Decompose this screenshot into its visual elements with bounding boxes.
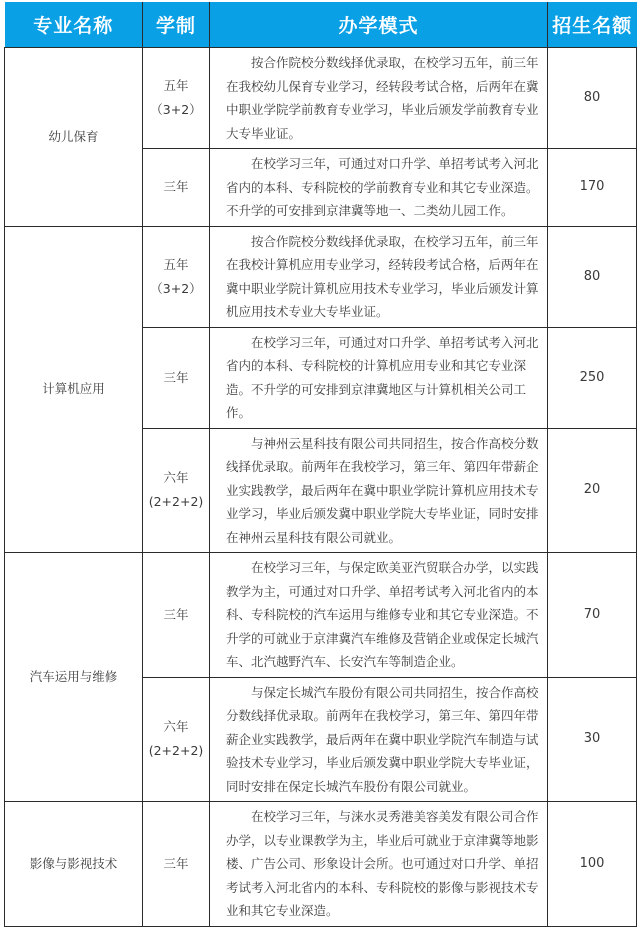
header-quota: 招生名额: [548, 2, 637, 48]
duration-cell: [143, 48, 210, 149]
mode-text: 与神州云星科技有限公司共同招生，按合作高校分数线择优录取。前两年在我校学习，第三年、第四年带薪企业实践教学，最后两年在冀中职业学院计算机应用技术专业学习，毕业后颁发冀中职业学院大专毕业证，同时安排在神州云星科技有限公司就业。: [226, 435, 539, 545]
header-mode: 办学模式: [210, 2, 548, 48]
duration: 五年: [163, 256, 189, 272]
mode-cell: [210, 677, 548, 802]
header-major: 专业名称: [5, 2, 143, 48]
duration-cell: [143, 327, 210, 428]
duration: 三年: [163, 369, 189, 385]
mode-cell: [210, 553, 548, 678]
enrollment-table: [4, 2, 637, 927]
duration-cell: [143, 802, 210, 927]
table-row: [5, 48, 637, 149]
duration: 六年: [163, 470, 189, 486]
major-name: 汽车运用与维修: [5, 553, 143, 802]
mode-cell: [210, 428, 548, 553]
quota: 30: [548, 677, 637, 802]
duration: 三年: [163, 606, 189, 622]
mode-text: 在校学习三年，与涞水灵秀港美容美发有限公司合作办学，以专业课教学为主，毕业后可就业于京津冀等地影楼、广告公司、形象设计会所。也可通过对口升学、单招考试考入河北省内的本科、专科院校的影像与影视技术专业和其它专业深造。: [226, 809, 539, 918]
major-name: 计算机应用: [5, 226, 143, 553]
mode-text: 在校学习三年，可通过对口升学、单招考试考入河北省内的本科、专科院校的学前教育专业和其它专业深造。不升学的可安排到京津冀等地一、二类幼儿园工作。: [226, 156, 539, 218]
duration-cell: [143, 226, 210, 327]
duration-sub: (2+2+2): [148, 494, 204, 510]
mode-cell: [210, 226, 548, 327]
quota: 20: [548, 428, 637, 553]
mode-text: 在校学习三年，可通过对口升学、单招考试考入河北省内的本科、专科院校的计算机应用专业和其它专业深造。不升学的可安排到京津冀地区与计算机相关公司工作。: [226, 334, 539, 420]
quota: 100: [548, 802, 637, 927]
mode-text: 与保定长城汽车股份有限公司共同招生，按合作高校分数线择优录取。前两年在我校学习，第三年、第四年带薪企业实践教学，最后两年在冀中职业学院汽车制造与试验技术专业学习，毕业后颁发冀中职业学院大专毕业证，同时安排在保定长城汽车股份有限公司就业。: [226, 684, 539, 794]
table-row: [5, 802, 637, 927]
mode-text: 按合作院校分数线择优录取，在校学习五年，前三年在我校幼儿保育专业学习，经转段考试合格，后两年在冀中职业学院学前教育专业学习，毕业后颁发学前教育专业大专毕业证。: [226, 55, 539, 141]
duration: 六年: [163, 719, 189, 735]
duration: 三年: [163, 179, 189, 195]
table-row: [5, 553, 637, 678]
duration-cell: [143, 428, 210, 553]
header-duration: 学制: [143, 2, 210, 48]
duration-sub: （3+2）: [150, 102, 202, 117]
mode-text: 在校学习三年，与保定欧美亚汽贸联合办学，以实践教学为主，可通过对口升学、单招考试考入河北省内的本科、专科院校的汽车运用与维修专业和其它专业深造。不升学的可就业于京津冀汽车维修及营销企业或保定长城汽车、北汽越野汽车、长安汽车等制造企业。: [226, 560, 539, 669]
mode-text: 按合作院校分数线择优录取，在校学习五年，前三年在我校计算机应用专业学习，经转段考试合格，后两年在冀中职业学院计算机应用技术专业学习，毕业后颁发计算机应用技术专业大专毕业证。: [226, 233, 539, 319]
quota: 250: [548, 327, 637, 428]
duration: 三年: [163, 855, 189, 871]
quota: 80: [548, 226, 637, 327]
mode-cell: [210, 48, 548, 149]
header-row: [5, 2, 637, 48]
duration-sub: (2+2+2): [148, 743, 204, 759]
duration-sub: （3+2）: [150, 280, 202, 296]
mode-cell: [210, 149, 548, 227]
mode-cell: [210, 802, 548, 927]
table-row: [5, 226, 637, 327]
major-name: 幼儿保育: [5, 48, 143, 227]
quota: 70: [548, 553, 637, 678]
duration-cell: [143, 677, 210, 802]
quota: 80: [548, 48, 637, 149]
mode-cell: [210, 327, 548, 428]
duration: 五年: [163, 78, 189, 93]
duration-cell: [143, 149, 210, 227]
major-name: 影像与影视技术: [5, 802, 143, 927]
duration-cell: [143, 553, 210, 678]
quota: 170: [548, 149, 637, 227]
